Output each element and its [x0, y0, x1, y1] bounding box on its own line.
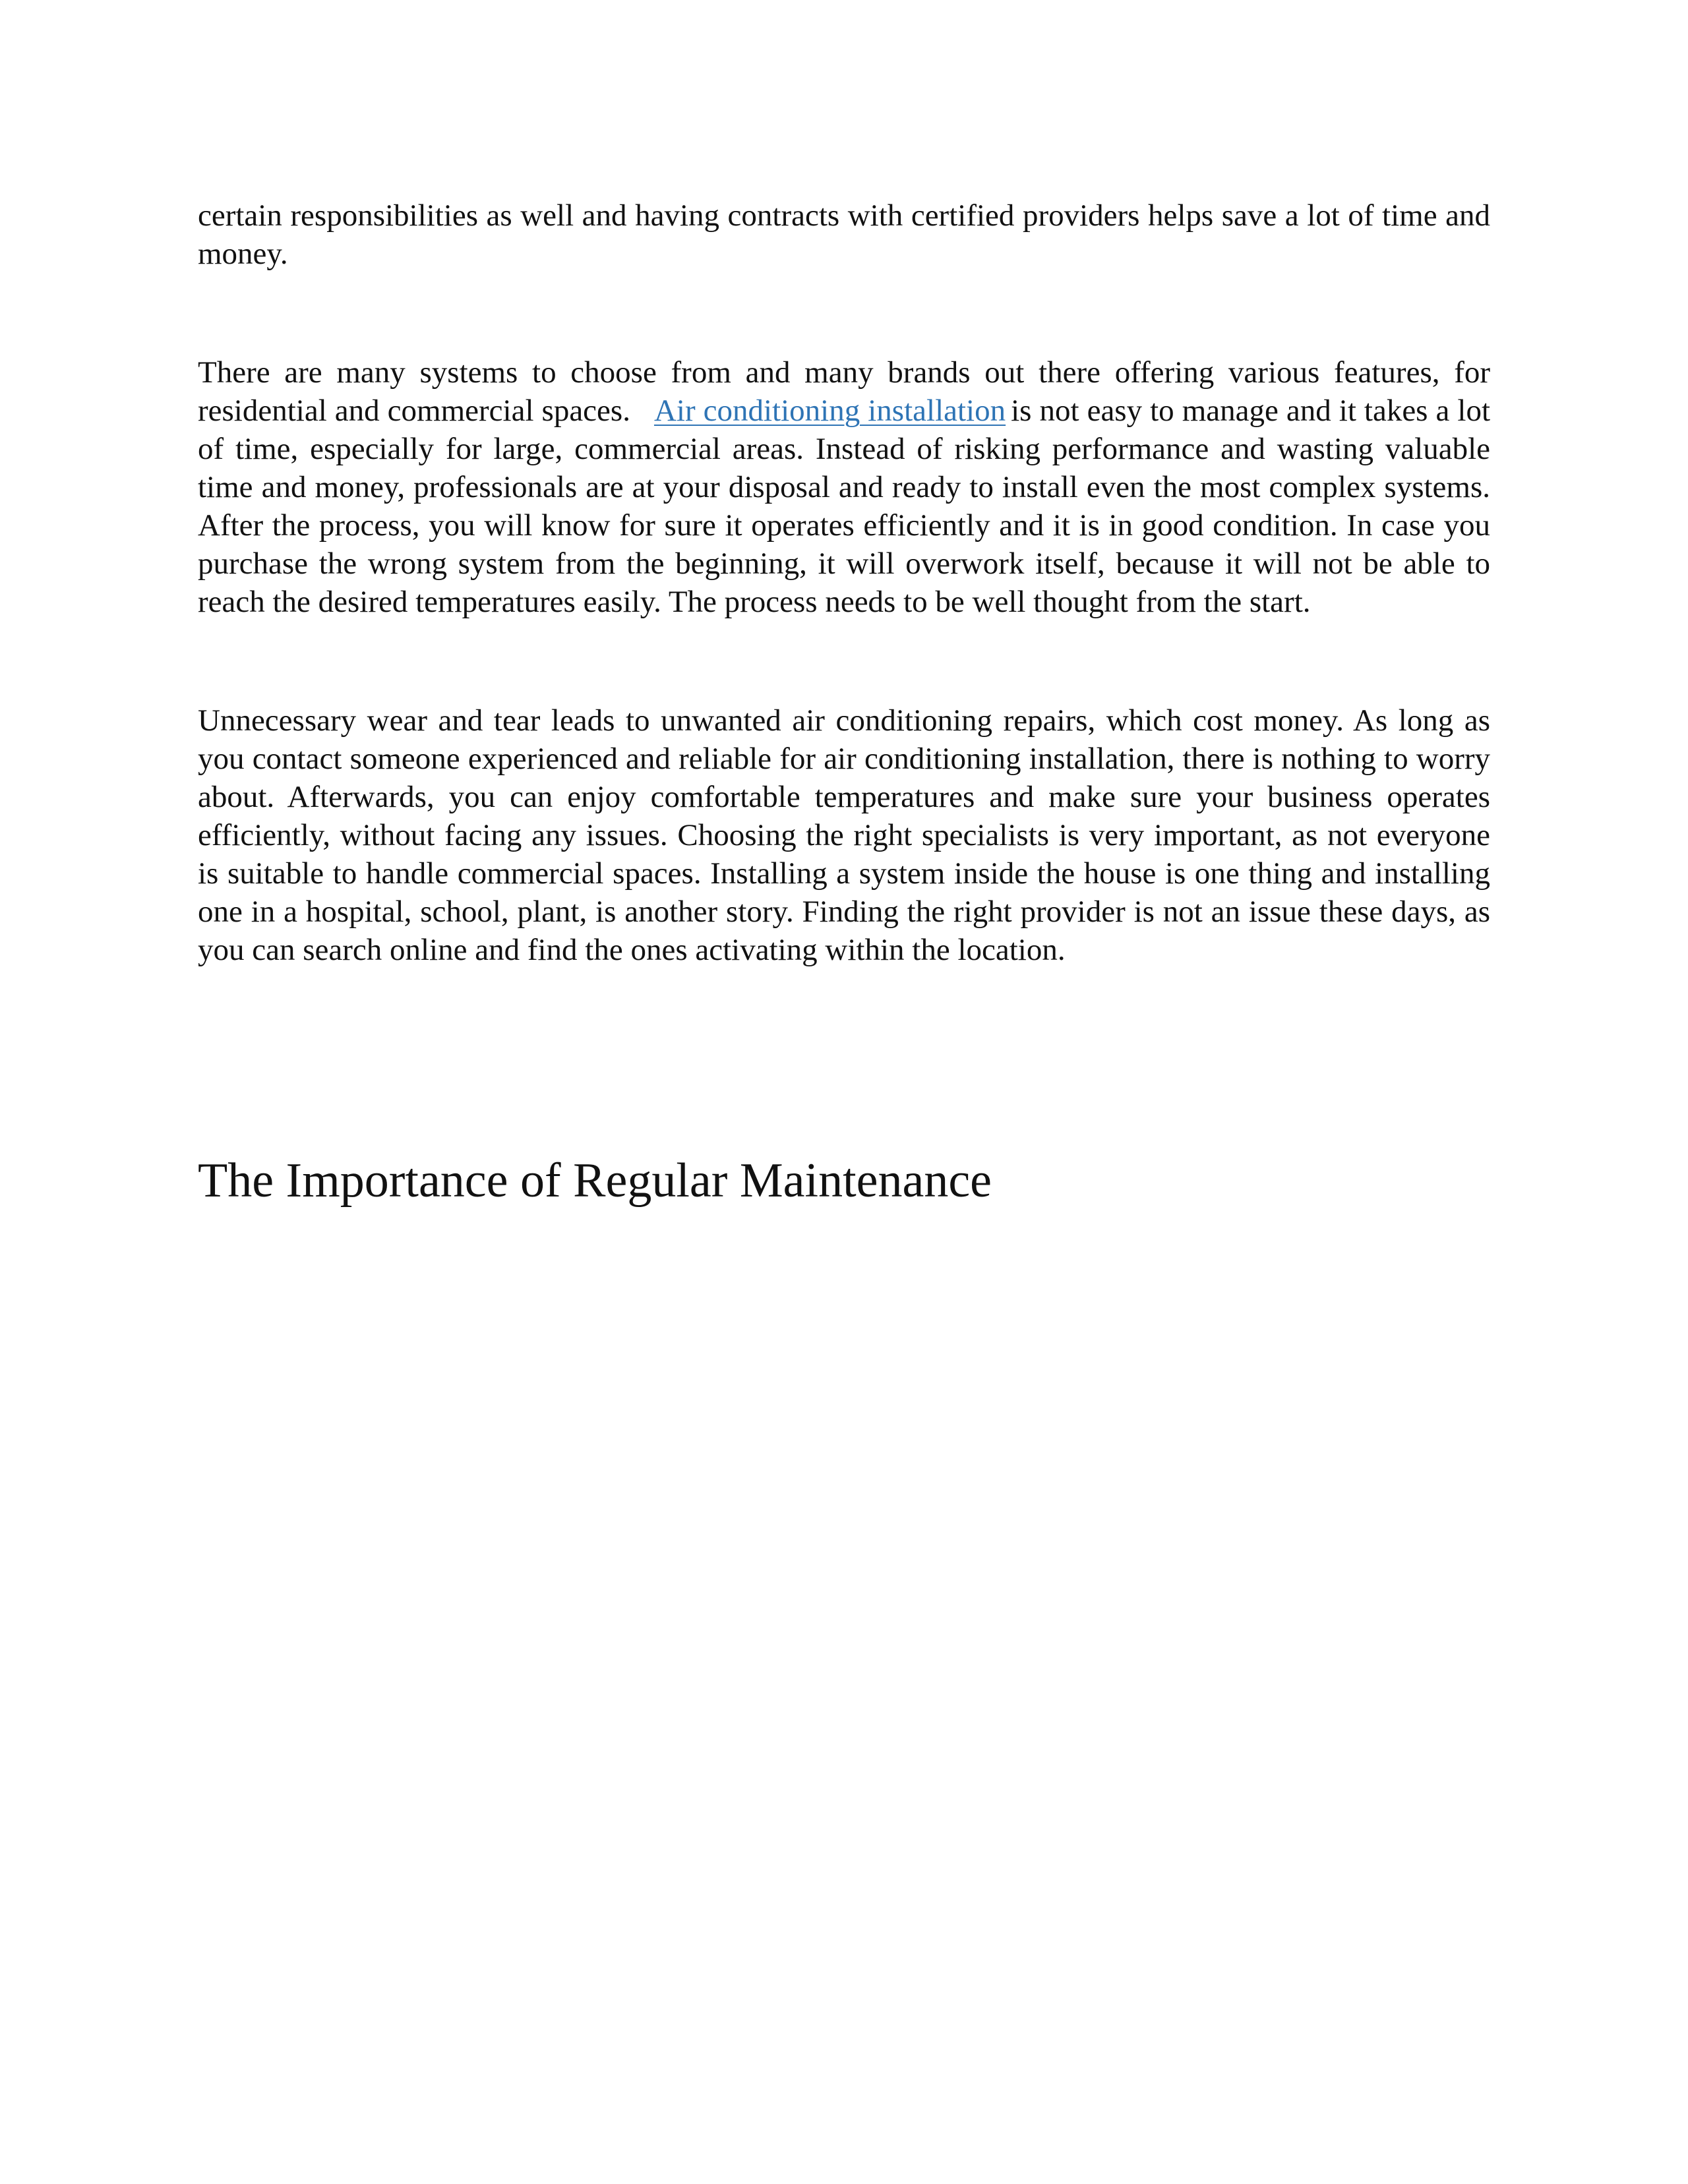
section-heading: The Importance of Regular Maintenance — [198, 1154, 992, 1208]
document-page — [198, 196, 1491, 1208]
paragraph-2-text-after-link: is not easy to manage and it takes a lot of time, especially for large, commercial areas. Instead of risking performance and wasting valuable time and money, professionals are at your disposal and ready to install even the most complex systems. After the process, you will know for sure it operates efficiently and it is in good condition. In case you purchase the wrong system from the beginning, it will overwork itself, because it will not be able to reach the desired temperatures easily. The process needs to be well thought from the start. — [198, 394, 1491, 619]
air-conditioning-installation-link[interactable]: Air conditioning installation — [653, 394, 1006, 428]
paragraph-3: Unnecessary wear and tear leads to unwanted air conditioning repairs, which cost money. As long as you contact someone experienced and reliable for air conditioning installation, there is nothing to worry about. Afterwards, you can enjoy comfortable temperatures and make sure your business operates efficiently, without facing any issues. Choosing the right specialists is very important, as not everyone is suitable to handle commercial spaces. Installing a system inside the house is one thing and installing one in a hospital, school, plant, is another story. Finding the right provider is not an issue these days, as you can search online and find the ones activating within the location. — [198, 703, 1490, 967]
paragraph-1: certain responsibilities as well and having contracts with certified providers helps save a lot of time and money. — [198, 198, 1490, 271]
paragraph-2-text-before-link: There are many systems to choose from and many brands out there offering various features, for residential and commercial spaces. — [198, 355, 1490, 428]
paragraph-2 — [198, 353, 1490, 621]
